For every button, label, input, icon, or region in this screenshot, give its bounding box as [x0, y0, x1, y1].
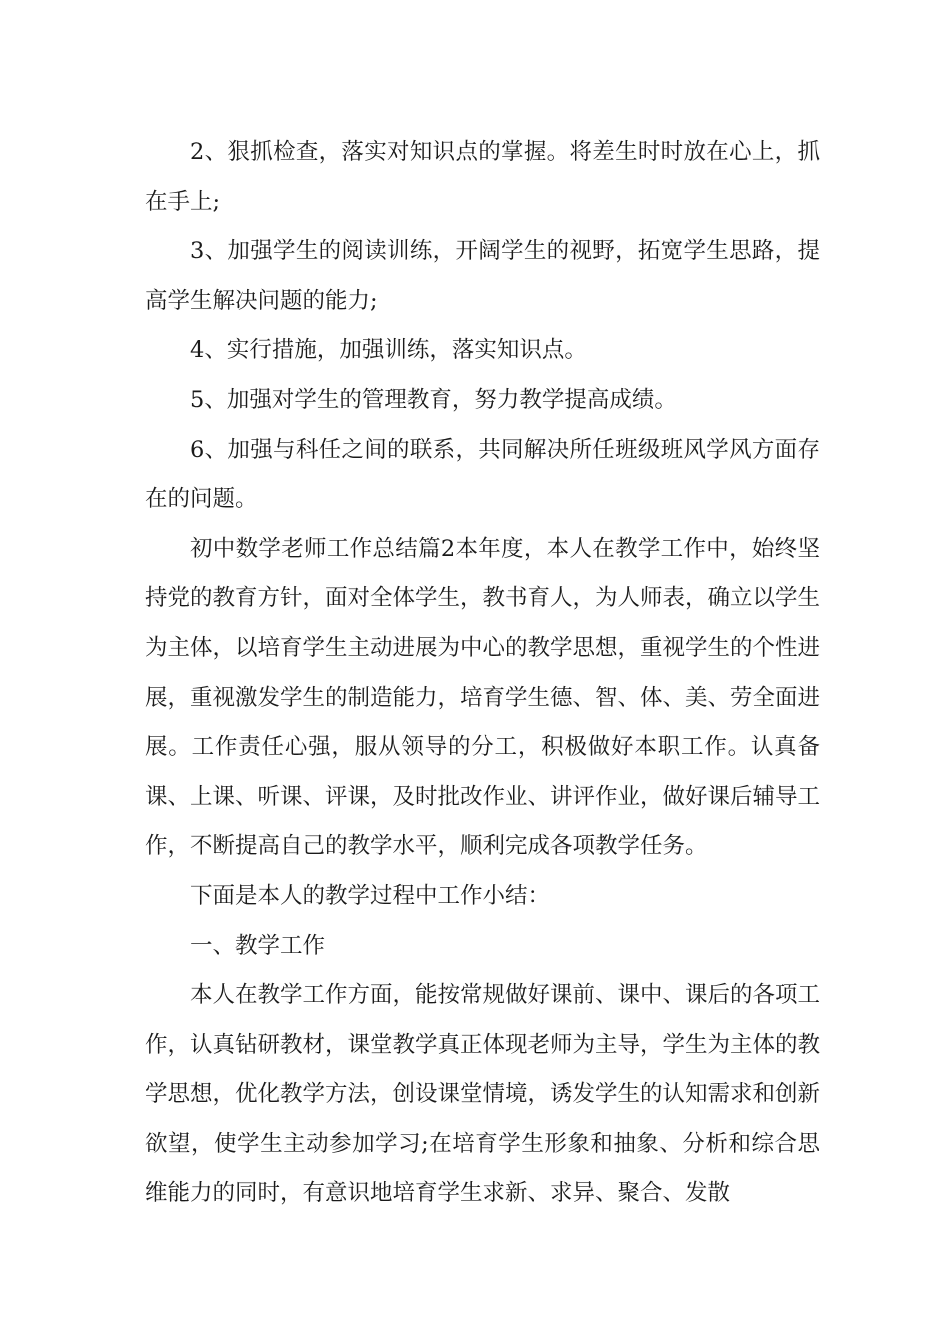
paragraph-item-4: 4、实行措施，加强训练，落实知识点。: [190, 337, 587, 364]
paragraph-item-6: 6、加强与科任之间的联系，共同解决所任班级班风学风方面存在的问题。: [145, 436, 820, 513]
paragraph-item-2: 2、狠抓检查，落实对知识点的掌握。将差生时时放在心上，抓在手上;: [145, 139, 820, 215]
document-body: [145, 128, 820, 1219]
paragraph-summary-intro: 初中数学老师工作总结篇2本年度，本人在教学工作中，始终坚持党的教育方针，面对全体学生，教书育人，为人师表，确立以学生为主体，以培育学生主动进展为中心的教学思想，重视学生的个性进展，重视激发学生的制造能力，培育学生德、智、体、美、劳全面进展。工作责任心强，服从领导的分工，积极做好本职工作。认真备课、上课、听课、评课，及时批改作业、讲评作业，做好课后辅导工作，不断提高自己的教学水平，顺利完成各项教学任务。: [145, 535, 821, 860]
section-heading-teaching-work: 一、教学工作: [190, 932, 326, 959]
paragraph-item-5: 5、加强对学生的管理教育，努力教学提高成绩。: [190, 386, 677, 413]
paragraph-teaching-work: 本人在教学工作方面，能按常规做好课前、课中、课后的各项工作，认真钻研教材，课堂教学真正体现老师为主导，学生为主体的教学思想，优化教学方法，创设课堂情境，诱发学生的认知需求和创新欲望，使学生主动参加学习;在培育学生形象和抽象、分析和综合思维能力的同时，有意识地培育学生求新、求异、聚合、发散: [145, 982, 821, 1207]
paragraph-item-3: 3、加强学生的阅读训练，开阔学生的视野，拓宽学生思路，提高学生解决问题的能力;: [145, 238, 820, 314]
paragraph-subheading-intro: 下面是本人的教学过程中工作小结：: [190, 882, 551, 909]
